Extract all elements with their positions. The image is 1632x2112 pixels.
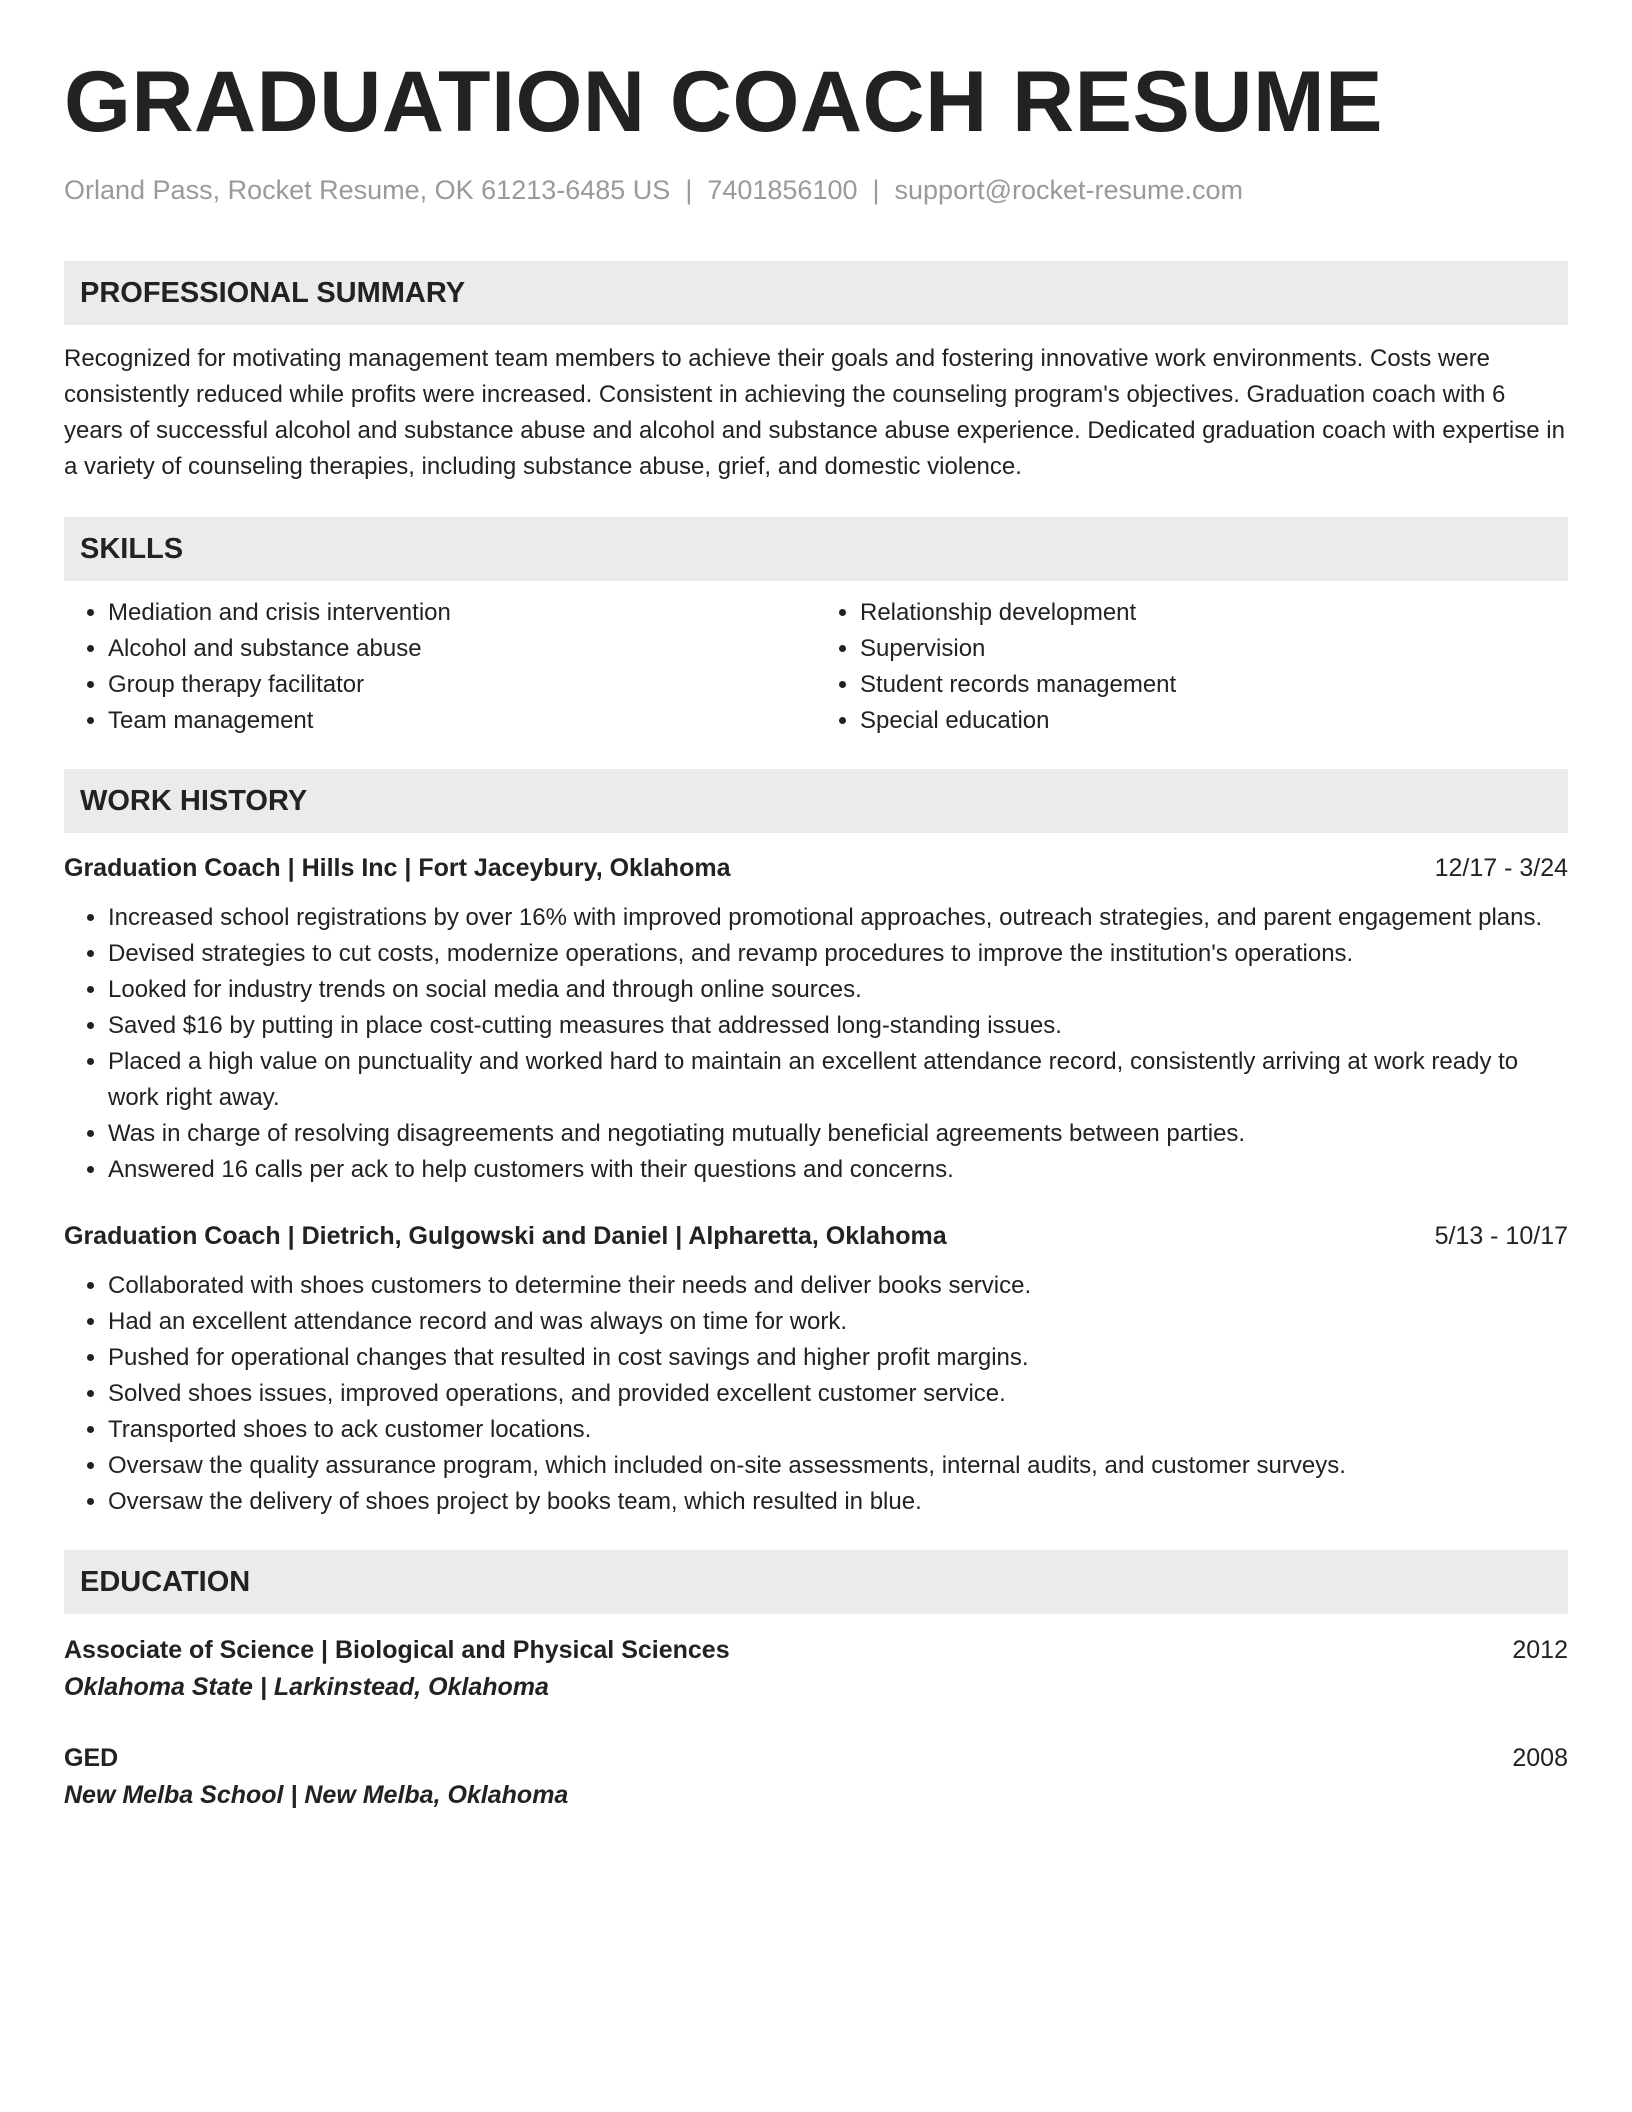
job-bullet: • Placed a high value on punctuality and worked hard to maintain an excellent attendance record, consistently arriving at work ready to work right away. bbox=[108, 1044, 1568, 1116]
skills-list-right bbox=[816, 595, 1568, 739]
job-entry bbox=[64, 1218, 1568, 1520]
job-bullet: • Saved $16 by putting in place cost-cutting measures that addressed long-standing issues. bbox=[108, 1008, 1568, 1044]
job-bullet: • Looked for industry trends on social media and through online sources. bbox=[108, 972, 1568, 1008]
skill-item: • Alcohol and substance abuse bbox=[108, 631, 816, 667]
job-bullets bbox=[64, 900, 1568, 1188]
education-entry bbox=[64, 1740, 1568, 1814]
job-bullet: • Transported shoes to ack customer locations. bbox=[108, 1412, 1568, 1448]
education-school: Oklahoma State | Larkinstead, Oklahoma bbox=[64, 1673, 549, 1701]
job-dates: 12/17 - 3/24 bbox=[1434, 854, 1568, 882]
skill-item: • Student records management bbox=[860, 667, 1568, 703]
job-bullet: • Oversaw the quality assurance program, which included on-site assessments, internal audits, and customer surveys. bbox=[108, 1448, 1568, 1484]
education-school: New Melba School | New Melba, Oklahoma bbox=[64, 1781, 569, 1809]
education-details bbox=[64, 1632, 730, 1706]
summary-text: Recognized for motivating management team members to achieve their goals and fostering innovative work environments. Costs were consistently reduced while profits were increased. Consistent in achieving the counseling program's objectives. Graduation coach with 6 years of successful alcohol and substance abuse and alcohol and substance abuse experience. Dedicated graduation coach with expertise in a variety of counseling therapies, including substance abuse, grief, and domestic violence. bbox=[64, 345, 1565, 480]
skill-item: • Special education bbox=[860, 703, 1568, 739]
job-bullet: • Answered 16 calls per ack to help customers with their questions and concerns. bbox=[108, 1152, 1568, 1188]
job-title: Graduation Coach | Dietrich, Gulgowski and Daniel | Alpharetta, Oklahoma bbox=[64, 1222, 947, 1250]
section-header-work-history: WORK HISTORY bbox=[64, 769, 1568, 833]
education-degree: GED bbox=[64, 1744, 119, 1772]
education-entry bbox=[64, 1632, 1568, 1706]
skill-item: • Mediation and crisis intervention bbox=[108, 595, 816, 631]
section-header-skills: SKILLS bbox=[64, 517, 1568, 581]
job-bullet: • Pushed for operational changes that resulted in cost savings and higher profit margins. bbox=[108, 1340, 1568, 1376]
job-entry bbox=[64, 850, 1568, 1188]
skills-columns bbox=[64, 595, 1568, 739]
contact-address: Orland Pass, Rocket Resume, OK 61213-6485 US bbox=[64, 175, 671, 205]
job-dates: 5/13 - 10/17 bbox=[1434, 1222, 1568, 1250]
skill-item: • Team management bbox=[108, 703, 816, 739]
section-header-summary: PROFESSIONAL SUMMARY bbox=[64, 261, 1568, 325]
job-bullet: • Oversaw the delivery of shoes project by books team, which resulted in blue. bbox=[108, 1484, 1568, 1520]
contact-separator: | bbox=[685, 175, 693, 205]
contact-email: support@rocket-resume.com bbox=[894, 175, 1244, 205]
skill-item: • Group therapy facilitator bbox=[108, 667, 816, 703]
contact-phone: 7401856100 bbox=[707, 175, 858, 205]
contact-line bbox=[64, 172, 1568, 208]
education-year: 2008 bbox=[1512, 1744, 1568, 1772]
education-year: 2012 bbox=[1512, 1636, 1568, 1664]
skill-item: • Supervision bbox=[860, 631, 1568, 667]
job-bullet: • Was in charge of resolving disagreements and negotiating mutually beneficial agreements between parties. bbox=[108, 1116, 1568, 1152]
job-title: Graduation Coach | Hills Inc | Fort Jaceybury, Oklahoma bbox=[64, 854, 731, 882]
skill-item: • Relationship development bbox=[860, 595, 1568, 631]
job-bullet: • Collaborated with shoes customers to determine their needs and deliver books service. bbox=[108, 1268, 1568, 1304]
job-bullet: • Devised strategies to cut costs, modernize operations, and revamp procedures to improve the institution's operations. bbox=[108, 936, 1568, 972]
job-header bbox=[64, 850, 1568, 886]
job-header bbox=[64, 1218, 1568, 1254]
contact-separator: | bbox=[872, 175, 880, 205]
job-bullets bbox=[64, 1268, 1568, 1520]
job-bullet: • Solved shoes issues, improved operations, and provided excellent customer service. bbox=[108, 1376, 1568, 1412]
skills-list-left bbox=[64, 595, 816, 739]
education-details bbox=[64, 1740, 568, 1814]
job-bullet: • Increased school registrations by over 16% with improved promotional approaches, outreach strategies, and parent engagement plans. bbox=[108, 900, 1568, 936]
job-bullet: • Had an excellent attendance record and was always on time for work. bbox=[108, 1304, 1568, 1340]
resume-title: GRADUATION COACH RESUME bbox=[64, 54, 1384, 150]
section-header-education: EDUCATION bbox=[64, 1550, 1568, 1614]
education-degree: Associate of Science | Biological and Physical Sciences bbox=[64, 1636, 730, 1664]
